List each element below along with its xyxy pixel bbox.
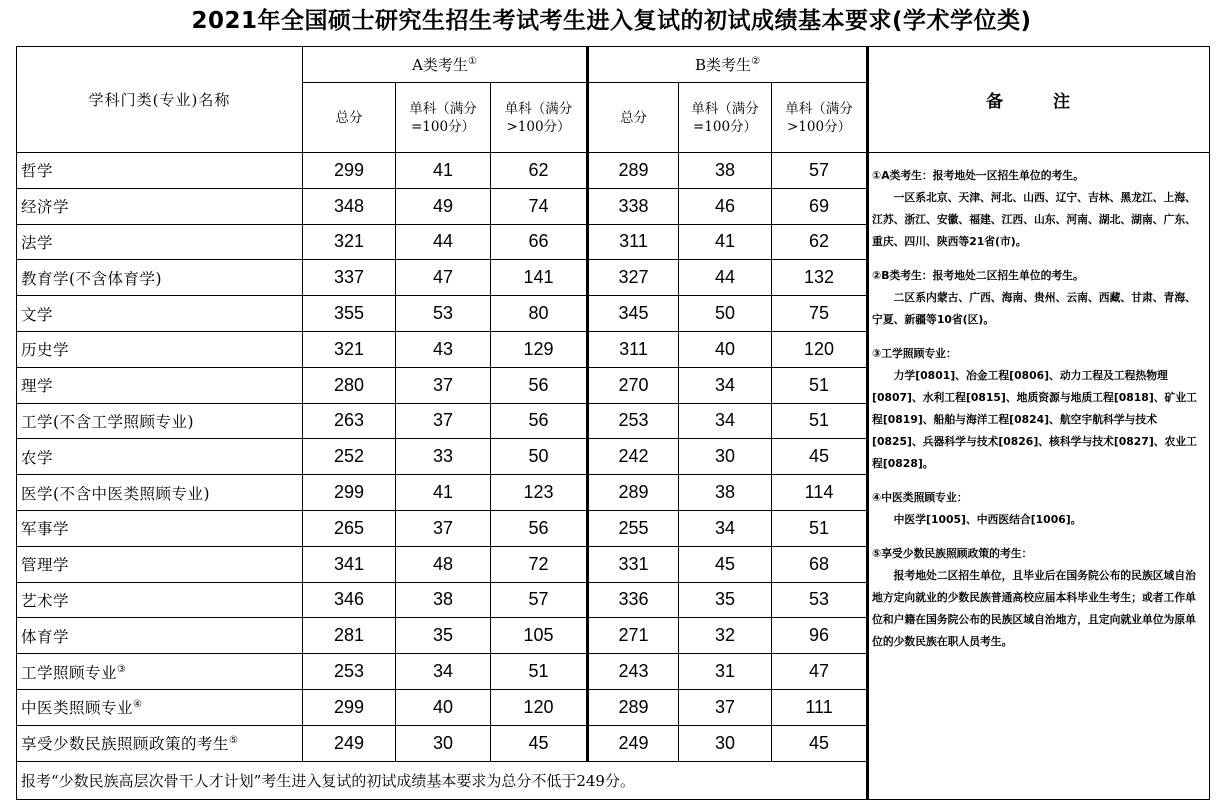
b-score-cell: 50 [679,296,772,332]
a-score-cell: 337 [303,260,396,296]
subject-name: 法学 [17,224,303,260]
b-score-cell: 37 [679,689,772,725]
b-score-cell: 34 [679,510,772,546]
a-score-cell: 129 [491,331,588,367]
b-score-cell: 34 [679,403,772,439]
a-score-cell: 120 [491,689,588,725]
a-score-cell: 299 [303,153,396,189]
b-score-cell: 51 [772,367,868,403]
b-score-cell: 30 [679,725,772,761]
b-score-cell: 255 [588,510,679,546]
b-score-cell: 35 [679,582,772,618]
b-score-cell: 242 [588,439,679,475]
a-score-cell: 72 [491,546,588,582]
b-single100-header: 单科（满分=100分） [679,83,772,153]
a-score-cell: 253 [303,654,396,690]
a-singlegt100-header: 单科（满分>100分） [491,83,588,153]
note-heading: ①A类考生：报考地处一区招生单位的考生。 [872,169,1084,182]
a-score-cell: 51 [491,654,588,690]
remarks-notes [868,153,1210,800]
note-body: 中医学[1005]、中西医结合[1006]。 [893,513,1082,526]
subject-name: 历史学 [17,331,303,367]
a-score-cell: 33 [396,439,491,475]
a-score-cell: 341 [303,546,396,582]
a-score-cell: 48 [396,546,491,582]
b-score-cell: 45 [772,725,868,761]
a-score-cell: 41 [396,153,491,189]
a-total-header: 总分 [303,83,396,153]
b-score-cell: 311 [588,224,679,260]
a-score-cell: 80 [491,296,588,332]
b-score-cell: 30 [679,439,772,475]
b-score-cell: 289 [588,475,679,511]
b-score-cell: 132 [772,260,868,296]
note-block [872,343,1206,475]
a-score-cell: 62 [491,153,588,189]
b-score-cell: 114 [772,475,868,511]
b-score-cell: 34 [679,367,772,403]
b-score-cell: 53 [772,582,868,618]
note-body: 力学[0801]、冶金工程[0806]、动力工程及工程热物理[0807]、水利工程[0815]、地质资源与地质工程[0818]、矿业工程[0819]、船舶与海洋工程[0824]、航空宇航科学与技术[0825]、兵器科学与技术[0826]、核科学与技术[0827]、农业工程[0828]。 [872,369,1197,470]
a-score-cell: 30 [396,725,491,761]
note-heading: ③工学照顾专业： [872,347,957,360]
a-score-cell: 41 [396,475,491,511]
b-score-cell: 270 [588,367,679,403]
subject-name: 工学(不含工学照顾专业) [17,403,303,439]
b-score-cell: 75 [772,296,868,332]
remarks-header: 备 注 [868,47,1210,153]
b-score-cell: 336 [588,582,679,618]
a-score-cell: 105 [491,618,588,654]
a-score-cell: 348 [303,188,396,224]
group-a-header: A类考生① [303,47,588,83]
score-table [16,46,1210,800]
subject-column-header: 学科门类(专业)名称 [17,47,303,153]
a-score-cell: 45 [491,725,588,761]
b-score-cell: 327 [588,260,679,296]
b-score-cell: 289 [588,689,679,725]
b-score-cell: 31 [679,654,772,690]
subject-name: 工学照顾专业③ [17,654,303,690]
a-score-cell: 49 [396,188,491,224]
subject-name: 文学 [17,296,303,332]
a-score-cell: 56 [491,367,588,403]
b-score-cell: 46 [679,188,772,224]
a-score-cell: 37 [396,403,491,439]
b-score-cell: 38 [679,475,772,511]
b-score-cell: 271 [588,618,679,654]
b-score-cell: 345 [588,296,679,332]
note-block [872,543,1206,653]
a-score-cell: 34 [396,654,491,690]
b-score-cell: 338 [588,188,679,224]
a-score-cell: 321 [303,224,396,260]
subject-name: 中医类照顾专业④ [17,689,303,725]
b-score-cell: 44 [679,260,772,296]
b-score-cell: 45 [772,439,868,475]
b-score-cell: 68 [772,546,868,582]
b-score-cell: 253 [588,403,679,439]
subject-name: 农学 [17,439,303,475]
subject-name: 医学(不含中医类照顾专业) [17,475,303,511]
a-score-cell: 263 [303,403,396,439]
a-score-cell: 321 [303,331,396,367]
note-body: 报考地处二区招生单位，且毕业后在国务院公布的民族区域自治地方定向就业的少数民族普通高校应届本科毕业生考生；或者工作单位和户籍在国务院公布的民族区域自治地方，且定向就业单位为原单位的少数民族在职人员考生。 [872,569,1196,648]
a-score-cell: 50 [491,439,588,475]
note-block [872,487,1206,531]
subject-name: 体育学 [17,618,303,654]
a-score-cell: 280 [303,367,396,403]
b-score-cell: 311 [588,331,679,367]
a-score-cell: 299 [303,689,396,725]
b-total-header: 总分 [588,83,679,153]
a-score-cell: 38 [396,582,491,618]
subject-name: 享受少数民族照顾政策的考生⑤ [17,725,303,761]
b-score-cell: 51 [772,403,868,439]
subject-name: 哲学 [17,153,303,189]
a-score-cell: 47 [396,260,491,296]
a-score-cell: 74 [491,188,588,224]
a-score-cell: 141 [491,260,588,296]
subject-name: 理学 [17,367,303,403]
b-score-cell: 45 [679,546,772,582]
a-score-cell: 346 [303,582,396,618]
a-score-cell: 53 [396,296,491,332]
a-score-cell: 44 [396,224,491,260]
a-score-cell: 252 [303,439,396,475]
a-score-cell: 43 [396,331,491,367]
a-score-cell: 57 [491,582,588,618]
note-heading: ④中医类照顾专业： [872,491,968,504]
a-score-cell: 123 [491,475,588,511]
a-score-cell: 37 [396,510,491,546]
group-b-header: B类考生② [588,47,868,83]
note-body: 一区系北京、天津、河北、山西、辽宁、吉林、黑龙江、上海、江苏、浙江、安徽、福建、江西、山东、河南、湖北、湖南、广东、重庆、四川、陕西等21省(市)。 [872,191,1196,248]
subject-name: 军事学 [17,510,303,546]
note-block [872,265,1206,331]
note-heading: ②B类考生：报考地处二区招生单位的考生。 [872,269,1084,282]
b-score-cell: 331 [588,546,679,582]
b-score-cell: 289 [588,153,679,189]
table-row [17,153,1210,189]
a-score-cell: 299 [303,475,396,511]
subject-name: 艺术学 [17,582,303,618]
a-score-cell: 35 [396,618,491,654]
b-score-cell: 47 [772,654,868,690]
note-block [872,165,1206,253]
a-score-cell: 56 [491,510,588,546]
note-heading: ⑤享受少数民族照顾政策的考生： [872,547,1033,560]
b-score-cell: 57 [772,153,868,189]
note-body: 二区系内蒙古、广西、海南、贵州、云南、西藏、甘肃、青海、宁夏、新疆等10省(区)。 [872,291,1196,326]
a-score-cell: 56 [491,403,588,439]
a-score-cell: 265 [303,510,396,546]
a-score-cell: 66 [491,224,588,260]
b-score-cell: 249 [588,725,679,761]
b-score-cell: 243 [588,654,679,690]
footer-note: 报考“少数民族高层次骨干人才计划”考生进入复试的初试成绩基本要求为总分不低于249分。 [17,761,868,799]
b-score-cell: 62 [772,224,868,260]
a-single100-header: 单科（满分=100分） [396,83,491,153]
b-singlegt100-header: 单科（满分>100分） [772,83,868,153]
subject-name: 管理学 [17,546,303,582]
b-score-cell: 111 [772,689,868,725]
a-score-cell: 355 [303,296,396,332]
subject-name: 教育学(不含体育学) [17,260,303,296]
b-score-cell: 51 [772,510,868,546]
b-score-cell: 120 [772,331,868,367]
subject-name: 经济学 [17,188,303,224]
a-score-cell: 40 [396,689,491,725]
b-score-cell: 69 [772,188,868,224]
page-title: 2021年全国硕士研究生招生考试考生进入复试的初试成绩基本要求(学术学位类) [191,8,1032,34]
b-score-cell: 38 [679,153,772,189]
b-score-cell: 40 [679,331,772,367]
a-score-cell: 37 [396,367,491,403]
a-score-cell: 281 [303,618,396,654]
b-score-cell: 41 [679,224,772,260]
a-score-cell: 249 [303,725,396,761]
b-score-cell: 96 [772,618,868,654]
b-score-cell: 32 [679,618,772,654]
